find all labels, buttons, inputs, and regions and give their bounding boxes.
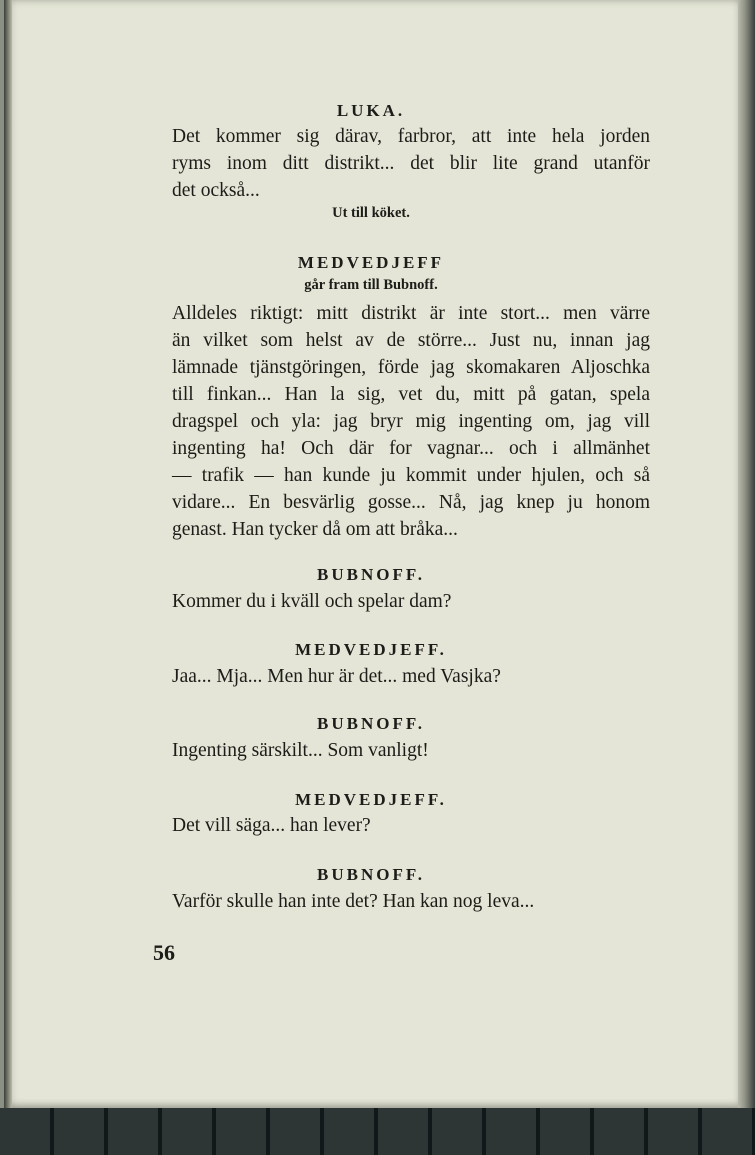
dialogue-line: — trafik — han kunde ju kommit under hjulen, och så xyxy=(172,465,650,486)
dialogue-line: Ingenting särskilt... Som vanligt! xyxy=(172,740,429,761)
dialogue-line: Det vill säga... han lever? xyxy=(172,815,371,836)
book-page xyxy=(4,0,738,1108)
dialogue-line: genast. Han tycker då om att bråka... xyxy=(172,519,458,540)
scanner-bed xyxy=(0,1108,755,1155)
dialogue-line: Alldeles riktigt: mitt distrikt är inte stort... men värre xyxy=(172,303,650,324)
dialogue-line: det också... xyxy=(172,180,260,201)
speaker-name: BUBNOFF. xyxy=(317,865,425,884)
stage-direction: går fram till Bubnoff. xyxy=(304,277,438,293)
dialogue-line: ryms inom ditt distrikt... det blir lite grand utanför xyxy=(172,153,650,174)
dialogue-line: Kommer du i kväll och spelar dam? xyxy=(172,591,452,612)
stage-direction: Ut till köket. xyxy=(332,205,410,221)
page-spine-shadow xyxy=(4,0,12,1108)
dialogue-line: vidare... En besvärlig gosse... Nå, jag knep ju honom xyxy=(172,492,650,513)
dialogue-line: Varför skulle han inte det? Han kan nog leva... xyxy=(172,891,535,912)
dialogue-line: än vilket som helst av de större... Just nu, innan jag xyxy=(172,330,650,351)
page-number: 56 xyxy=(153,940,175,965)
speaker-name: BUBNOFF. xyxy=(317,565,425,584)
speaker-name: MEDVEDJEFF. xyxy=(295,640,447,659)
page-edge-right xyxy=(735,0,755,1110)
dialogue-line: lämnade tjänstgöringen, förde jag skomakaren Aljoschka xyxy=(172,357,650,378)
speaker-name: LUKA. xyxy=(336,101,406,120)
speaker-name: MEDVEDJEFF. xyxy=(295,790,447,809)
dialogue-line: dragspel och yla: jag bryr mig ingenting om, jag vill xyxy=(172,411,650,432)
dialogue-line: Det kommer sig därav, farbror, att inte hela jorden xyxy=(172,126,650,147)
dialogue-line: Jaa... Mja... Men hur är det... med Vasjka? xyxy=(172,666,501,687)
speaker-name: BUBNOFF. xyxy=(317,714,425,733)
dialogue-line: till finkan... Han la sig, vet du, mitt på gatan, spela xyxy=(172,384,650,405)
speaker-name: MEDVEDJEFF xyxy=(297,253,445,272)
dialogue-line: ingenting ha! Och där for vagnar... och i allmänhet xyxy=(172,438,650,459)
